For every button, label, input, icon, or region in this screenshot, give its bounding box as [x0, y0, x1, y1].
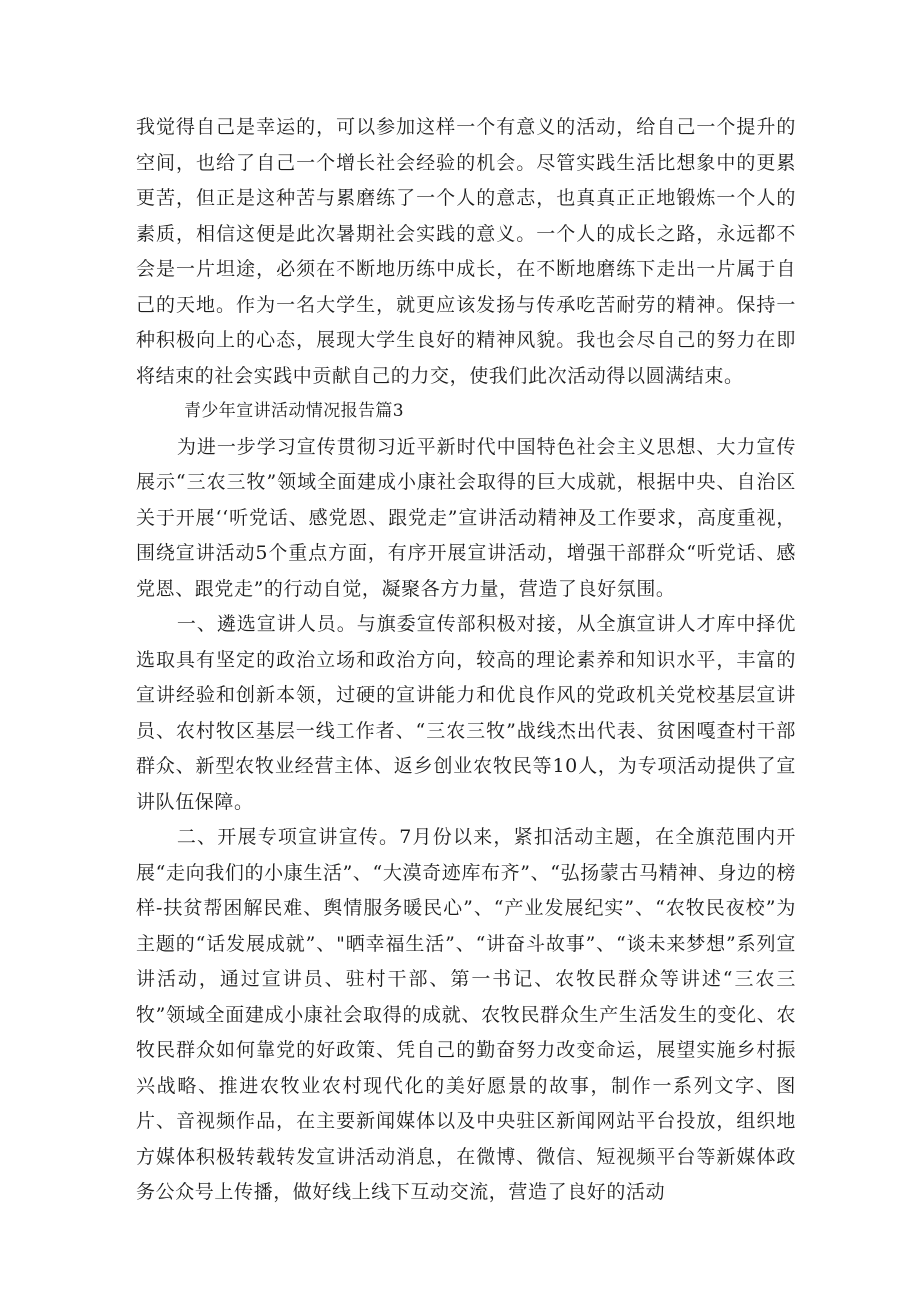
paragraph-intro: 为进一步学习宣传贯彻习近平新时代中国特色社会主义思想、大力宣传展示“三农三牧”领域全面建成小康社会取得的巨大成就，根据中央、自治区关于开展‘‘听党话、感党恩、跟党走”宣讲活动精神及工作要求，高度重视，围绕宣讲活动5个重点方面，有序开展宣讲活动，增强干部群众“听党话、感党恩、跟党走”的行动自觉，凝聚各方力量，营造了良好氛围。	[136, 435, 796, 600]
paragraph-reflection: 我觉得自己是幸运的，可以参加这样一个有意义的活动，给自己一个提升的空间，也给了自己一个增长社会经验的机会。尽管实践生活比想象中的更累更苦，但正是这种苦与累磨练了一个人的意志，也真真正正地锻炼一个人的素质，相信这便是此次暑期社会实践的意义。一个人的成长之路，永远都不会是一片坦途，必须在不断地历练中成长，在不断地磨练下走出一片属于自己的天地。作为一名大学生，就更应该发扬与传承吃苦耐劳的精神。保持一种积极向上的心态，展现大学生良好的精神风貌。我也会尽自己的努力在即将结束的社会实践中贡献自己的力交，使我们此次活动得以圆满结束。	[136, 116, 796, 387]
paragraph-section-two: 二、开展专项宣讲宣传。7月份以来，紧扣活动主题，在全旗范围内开展“走向我们的小康生活”、“大漠奇迹库布齐”、“弘扬蒙古马精神、身边的榜样-扶贫帮困解民难、舆情服务暖民心”、“产业发展纪实”、“农牧民夜校”为主题的“话发展成就”、"晒幸福生活”、“讲奋斗故事”、“谈未来梦想”系列宣讲活动，通过宣讲员、驻村干部、第一书记、农牧民群众等讲述“三农三牧”领域全面建成小康社会取得的成就、农牧民群众生产生活发生的变化、农牧民群众如何靠党的好政策、凭自己的勤奋努力改变命运，展望实施乡村振兴战略、推进农牧业农村现代化的美好愿景的故事，制作一系列文字、图片、音视频作品，在主要新闻媒体以及中央驻区新闻网站平台投放，组织地方媒体积极转载转发宣讲活动消息，在微博、微信、短视频平台等新媒体政务公众号上传播，做好线上线下互动交流，营造了良好的活动	[136, 826, 796, 1203]
section-heading: 青少年宣讲活动情况报告篇3	[184, 401, 405, 421]
paragraph-section-one: 一、遴选宣讲人员。与旗委宣传部积极对接，从全旗宣讲人才库中择优选取具有坚定的政治立场和政治方向，较高的理论素养和知识水平，丰富的宣讲经验和创新本领，过硬的宣讲能力和优良作风的党政机关党校基层宣讲员、农村牧区基层一线工作者、“三农三牧”战线杰出代表、贫困嘎查村干部群众、新型农牧业经营主体、返乡创业农牧民等10人，为专项活动提供了宣讲队伍保障。	[136, 613, 796, 813]
document-body	[136, 110, 796, 1211]
